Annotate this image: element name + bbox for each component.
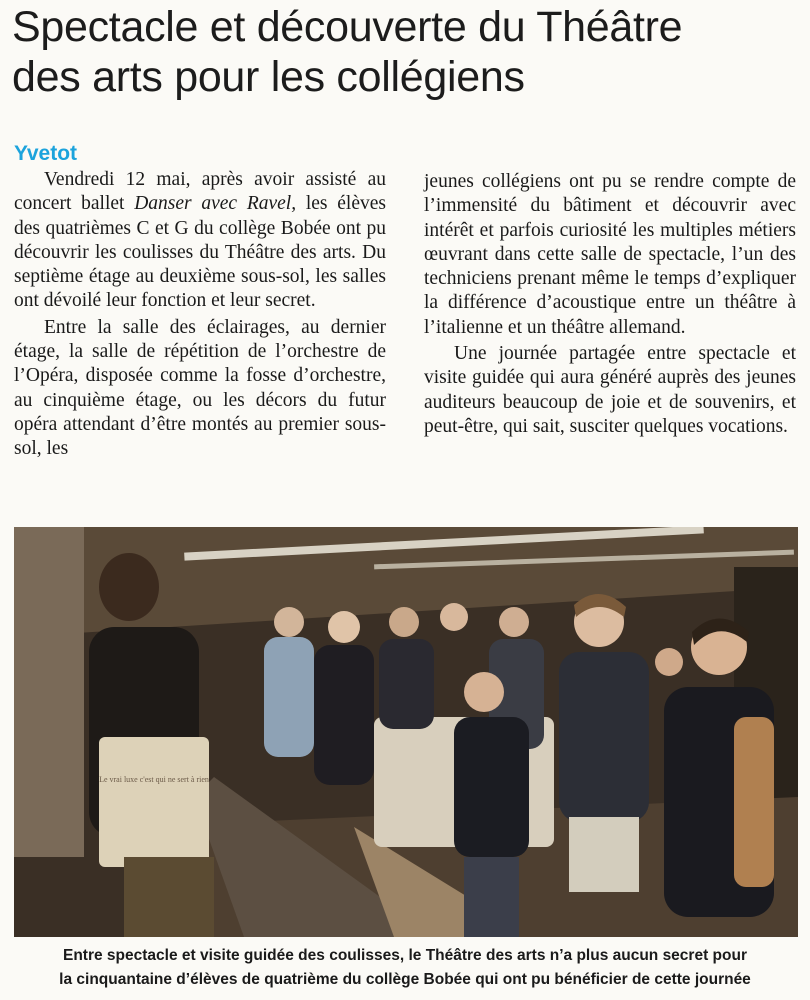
student-legs: [464, 857, 519, 937]
paragraph-1-start: Vendredi 12 mai, après avoir assisté au concert ballet: [14, 169, 386, 215]
article-body: [14, 140, 798, 500]
column-right: [424, 170, 796, 439]
left-wall: [14, 527, 84, 857]
tote-bag: [99, 737, 209, 867]
paragraph-1: [14, 168, 386, 314]
student-body: [314, 645, 374, 785]
paragraph-1-end: les élèves des quatrièmes C et G du collège Bobée ont pu découvrir les coulisses du Théâtre des arts. Du septième étage au deuxième sous-sol, les salles ont dévoilé leur fonction et leur secret.: [14, 193, 386, 312]
student-head: [328, 611, 360, 643]
student-head: [655, 648, 683, 676]
caption-line-2: la cinquantaine d’élèves de quatrième du collège Bobée qui ont pu bénéficier de cette journée: [59, 971, 751, 988]
student-head: [440, 603, 468, 631]
student-body: [264, 637, 314, 757]
headline-line-2: des arts pour les collégiens: [12, 53, 525, 101]
student-body: [379, 639, 434, 729]
headline-line-1: Spectacle et découverte du Théâtre: [12, 3, 683, 51]
photo-illustration: [14, 527, 798, 937]
column-left: [14, 140, 386, 462]
dateline: Yvetot: [14, 142, 78, 165]
photo-caption: [0, 944, 810, 992]
paragraph-4: Une journée partagée entre spectacle et visite guidée qui aura généré auprès des jeunes auditeurs beaucoup de joie et de souvenirs, et peut-être, qui sait, susciter quelques vocations.: [424, 343, 796, 437]
caption-line-1: Entre spectacle et visite guidée des coulisses, le Théâtre des arts n’a plus aucun secret pour: [63, 947, 747, 964]
student-head: [464, 672, 504, 712]
paragraph-2: Entre la salle des éclairages, au dernier étage, la salle de répétition de l’orchestre de l’Opéra, disposée comme la fosse d’orchestre, au cinquième étage, ou les décors du futur opéra attendant d’être montés au premier sous-sol, les: [14, 316, 386, 460]
student-head: [274, 607, 304, 637]
student-body: [559, 652, 649, 822]
ballet-title: Danser avec Ravel,: [134, 193, 297, 215]
headline: [12, 2, 802, 102]
paragraph-3: jeunes collégiens ont pu se rendre compte de l’immensité du bâtiment et découvrir avec intérêt et parfois curiosité les multiples métiers œuvrant dans cette salle de spectacle, l’un des techniciens prenant même le temps d’expliquer la différence d’acoustique entre un théâtre à l’italienne et un théâtre allemand.: [424, 171, 796, 338]
guide-skirt: [124, 857, 214, 937]
student-head: [389, 607, 419, 637]
student-sleeve: [734, 717, 774, 887]
student-head: [499, 607, 529, 637]
guide-head: [99, 553, 159, 621]
article-photo: [14, 527, 798, 937]
student-puffer-vest: [454, 717, 529, 857]
tote-bag-text: Le vrai luxe c'est qui ne sert à rien: [99, 775, 209, 784]
student-shorts: [569, 817, 639, 892]
